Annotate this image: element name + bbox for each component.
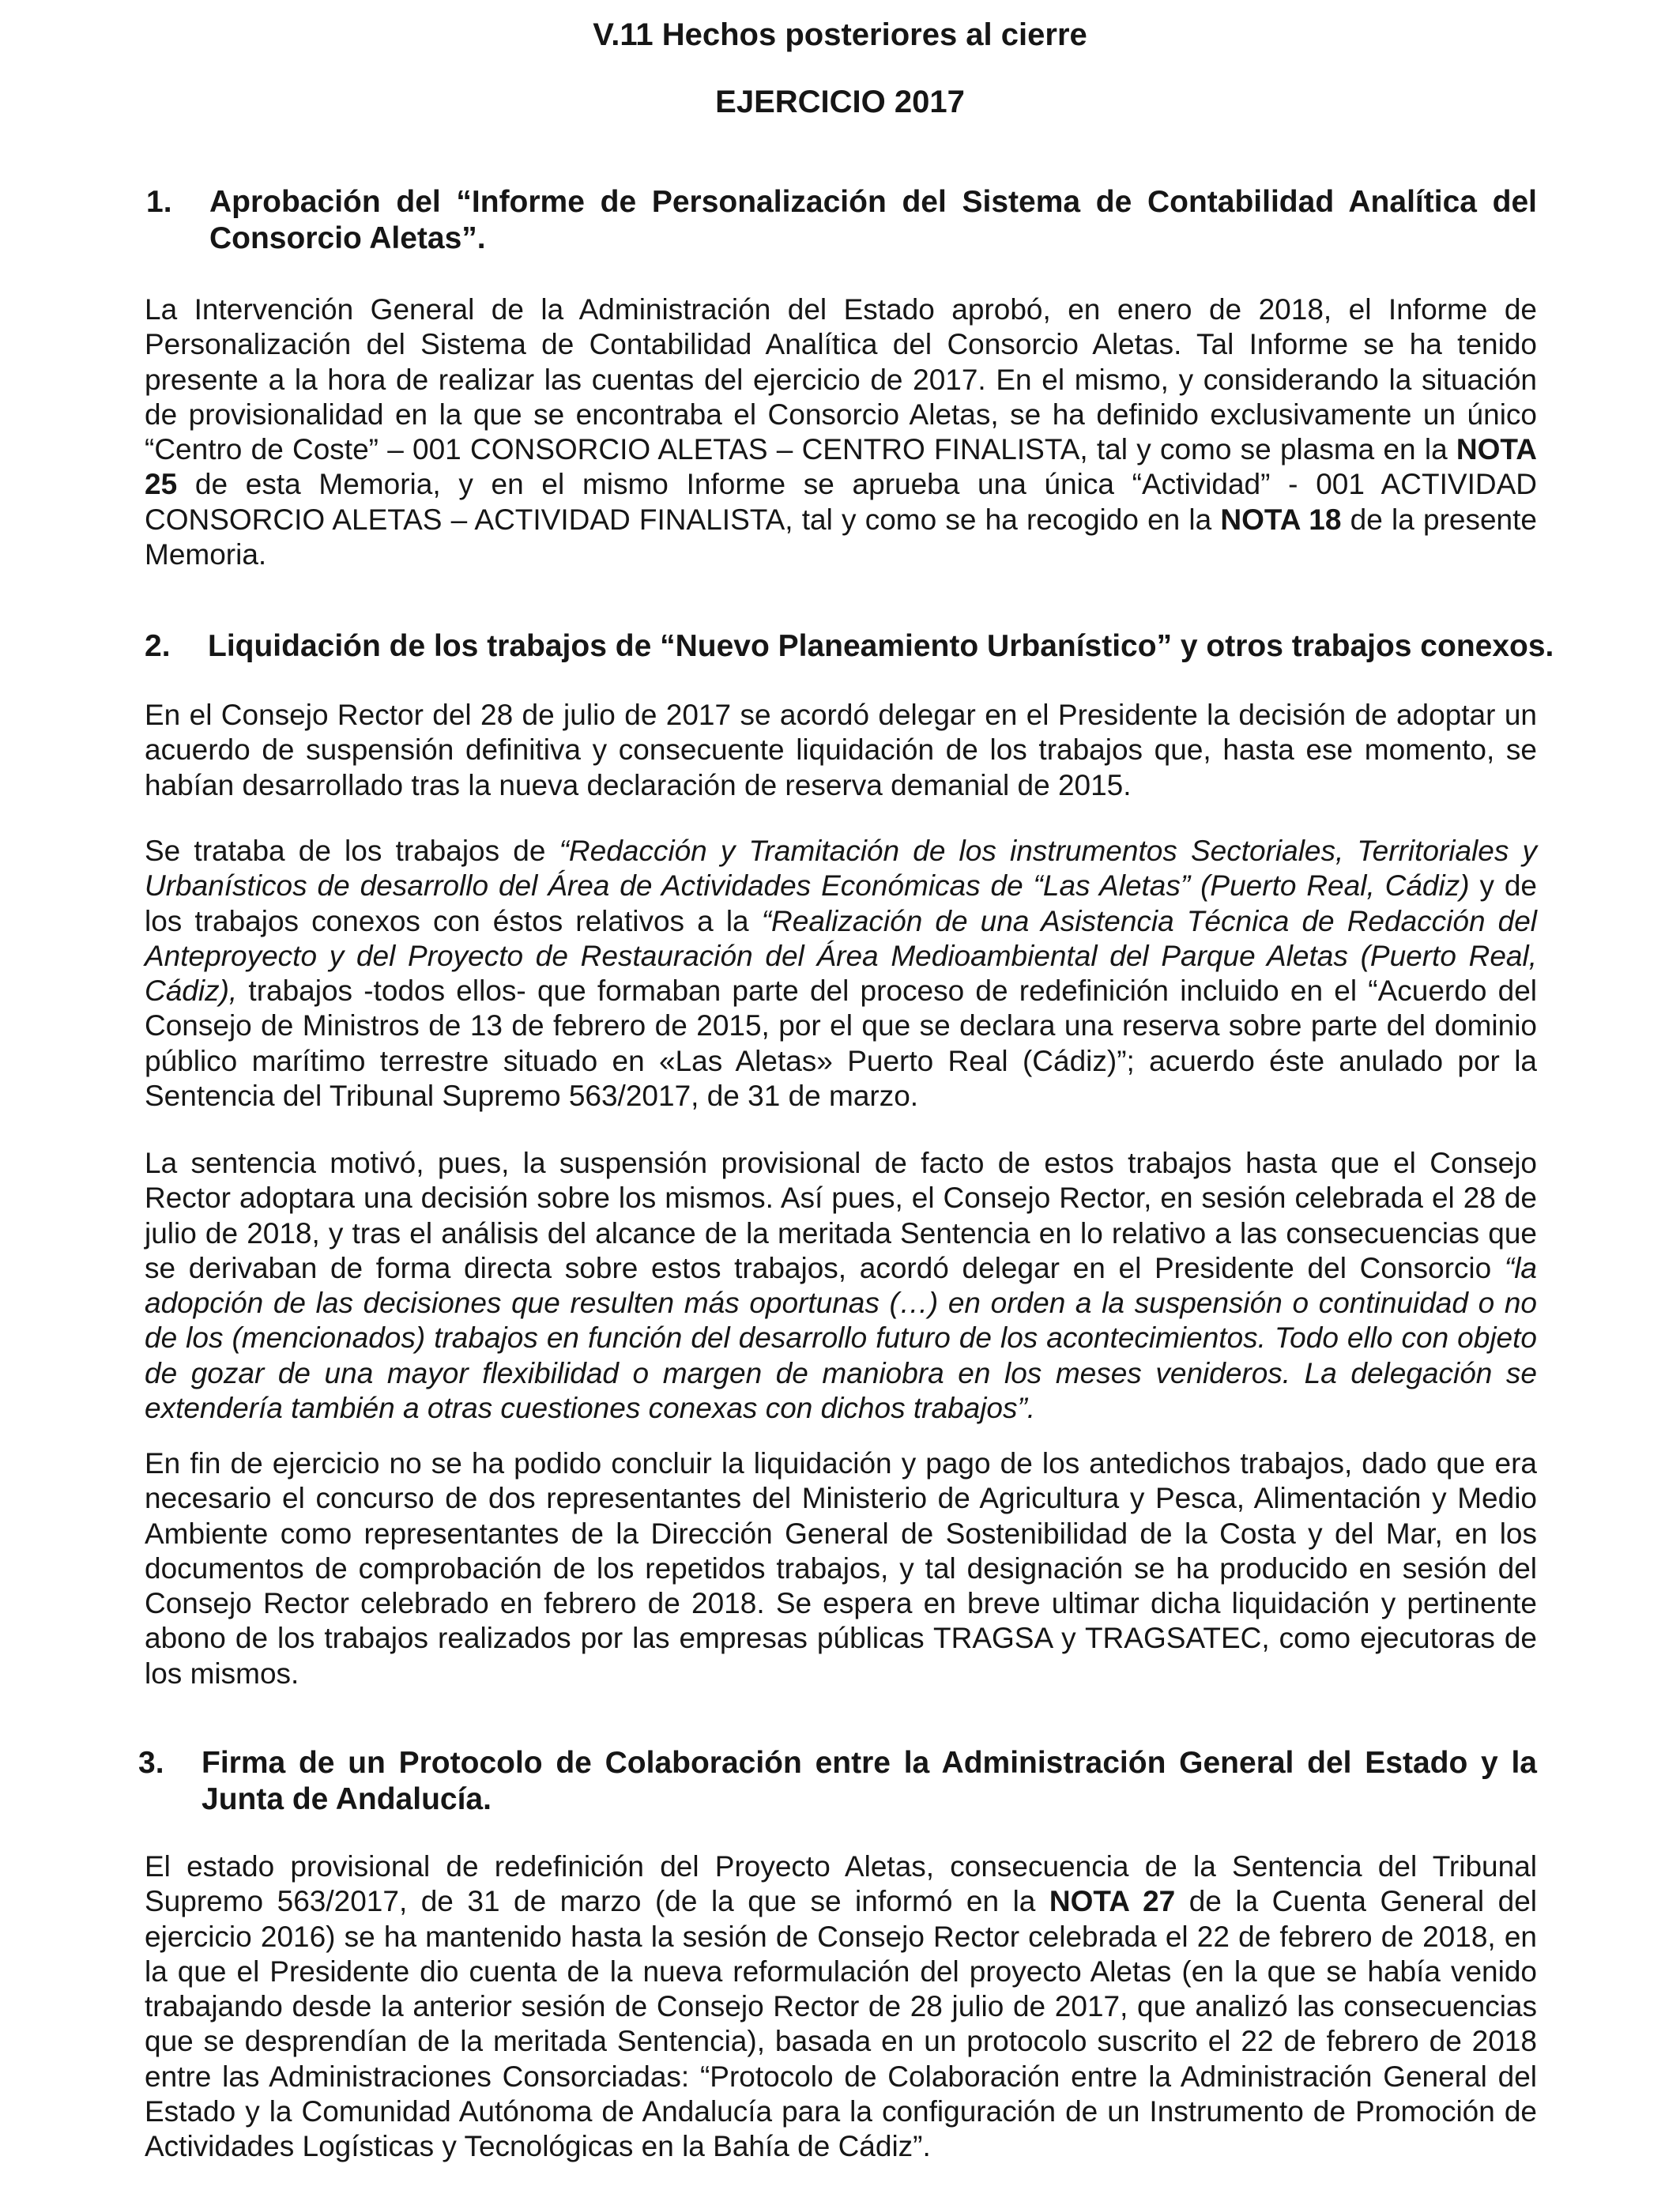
text-run: y de los trabajos conexos con éstos relativos a la: [145, 869, 1537, 937]
document-subtitle: EJERCICIO 2017: [715, 85, 965, 119]
text-run: de esta Memoria, y en el mismo Informe se aprueba una única “Actividad” - 001 ACTIVIDAD CONSORCIO ALETAS – ACTIVIDAD FINALISTA, tal y como se ha recogido en la: [145, 468, 1537, 536]
section-title: Liquidación de los trabajos de “Nuevo Planeamiento Urbanístico” y otros trabajos conexos.: [208, 629, 1554, 663]
bold-text-run: NOTA 25: [145, 433, 1537, 501]
section-number: 2.: [145, 629, 171, 663]
text-run: trabajos -todos ellos- que formaban parte del proceso de redefinición incluido en el “Acuerdo del Consejo de Ministros de 13 de febrero de 2015, por el que se declara una reserva sobre parte del dominio público marítimo terrestre situado en «Las Aletas» Puerto Real (Cádiz)”; acuerdo éste anulado por la Sentencia del Tribunal Supremo 563/2017, de 31 de marzo.: [145, 974, 1537, 1113]
text-run: de la presente Memoria.: [145, 503, 1537, 571]
text-run: El estado provisional de redefinición del Proyecto Aletas, consecuencia de la Sentencia del Tribunal Supremo 563/2017, de 31 de marzo (de la que se informó en la: [145, 1850, 1537, 1918]
text-run: La Intervención General de la Administración del Estado aprobó, en enero de 2018, el Informe de Personalización del Sistema de Contabilidad Analítica del Consorcio Aletas. Tal Informe se ha tenido presente a la hora de realizar las cuentas del ejercicio de 2017. En el mismo, y considerando la situación de provisionalidad en la que se encontraba el Consorcio Aletas, se ha definido exclusivamente un único “Centro de Coste” – 001 CONSORCIO ALETAS – CENTRO FINALISTA, tal y como se plasma en la: [145, 293, 1537, 466]
section-title: Aprobación del “Informe de Personalización del Sistema de Contabilidad Analítica del Consorcio Aletas”.: [209, 185, 1537, 255]
section-number: 1.: [146, 185, 172, 219]
section-3-heading: [138, 1745, 1537, 1818]
text-run: de la Cuenta General del ejercicio 2016) se ha mantenido hasta la sesión de Consejo Rector celebrada el 22 de febrero de 2018, en la que el Presidente dio cuenta de la nueva reformulación del proyecto Aletas (en la que se había venido trabajando desde la anterior sesión de Consejo Rector de 28 julio de 2017, que analizó las consecuencias que se desprendían de la meritada Sentencia), basada en un protocolo suscrito el 22 de febrero de 2018 entre las Administraciones Consorciadas: “Protocolo de Colaboración entre la Administración General del Estado y la Comunidad Autónoma de Andalucía para la configuración de un Instrumento de Promoción de Actividades Logísticas y Tecnológicas en la Bahía de Cádiz”.: [145, 1885, 1537, 2163]
document-title: V.11 Hechos posteriores al cierre: [593, 17, 1087, 52]
italic-text-run: “la adopción de las decisiones que resulten más oportunas (…) en orden a la suspensión o continuidad o no de los (mencionados) trabajos en función del desarrollo futuro de los acontecimientos. Todo ello con objeto de gozar de una mayor flexibilidad o margen de maniobra en los meses venideros. La delegación se extendería también a otras cuestiones conexas con dichos trabajos”.: [145, 1251, 1537, 1425]
text-run: Se trataba de los trabajos de: [145, 835, 559, 867]
section-1-heading: [146, 184, 1537, 257]
paragraph: [145, 1849, 1537, 2165]
paragraph: [145, 698, 1537, 803]
paragraph: [145, 1446, 1537, 1691]
section-number: 3.: [138, 1746, 164, 1780]
paragraph: [145, 834, 1537, 1114]
paragraph: [145, 1146, 1537, 1426]
section-2-heading: [145, 628, 1554, 665]
text-run: En fin de ejercicio no se ha podido concluir la liquidación y pago de los antedichos trabajos, dado que era necesario el concurso de dos representantes del Ministerio de Agricultura y Pesca, Alimentación y Medio Ambiente como representantes de la Dirección General de Sostenibilidad de la Costa y del Mar, en los documentos de comprobación de los repetidos trabajos, y tal designación se ha producido en sesión del Consejo Rector celebrado en febrero de 2018. Se espera en breve ultimar dicha liquidación y pertinente abono de los trabajos realizados por las empresas públicas TRAGSA y TRAGSATEC, como ejecutoras de los mismos.: [145, 1447, 1537, 1690]
bold-text-run: NOTA 27: [1049, 1885, 1176, 1918]
text-run: En el Consejo Rector del 28 de julio de 2017 se acordó delegar en el Presidente la decisión de adoptar un acuerdo de suspensión definitiva y consecuente liquidación de los trabajos que, hasta ese momento, se habían desarrollado tras la nueva declaración de reserva demanial de 2015.: [145, 699, 1537, 801]
text-run: La sentencia motivó, pues, la suspensión provisional de facto de estos trabajos hasta que el Consejo Rector adoptara una decisión sobre los mismos. Así pues, el Consejo Rector, en sesión celebrada el 28 de julio de 2018, y tras el análisis del alcance de la meritada Sentencia en lo relativo a las consecuencias que se derivaban de forma directa sobre estos trabajos, acordó delegar en el Presidente del Consorcio: [145, 1147, 1537, 1284]
section-title: Firma de un Protocolo de Colaboración entre la Administración General del Estado y la Junta de Andalucía.: [202, 1746, 1537, 1816]
italic-text-run: “Realización de una Asistencia Técnica de Redacción del Anteproyecto y del Proyecto de Restauración del Área Medioambiental del Parque Aletas (Puerto Real, Cádiz),: [145, 904, 1538, 1008]
italic-text-run: “Redacción y Tramitación de los instrumentos Sectoriales, Territoriales y Urbanísticos de desarrollo del Área de Actividades Económicas de “Las Aletas” (Puerto Real, Cádiz): [145, 835, 1537, 903]
bold-text-run: NOTA 18: [1220, 503, 1342, 536]
paragraph: [145, 292, 1537, 572]
